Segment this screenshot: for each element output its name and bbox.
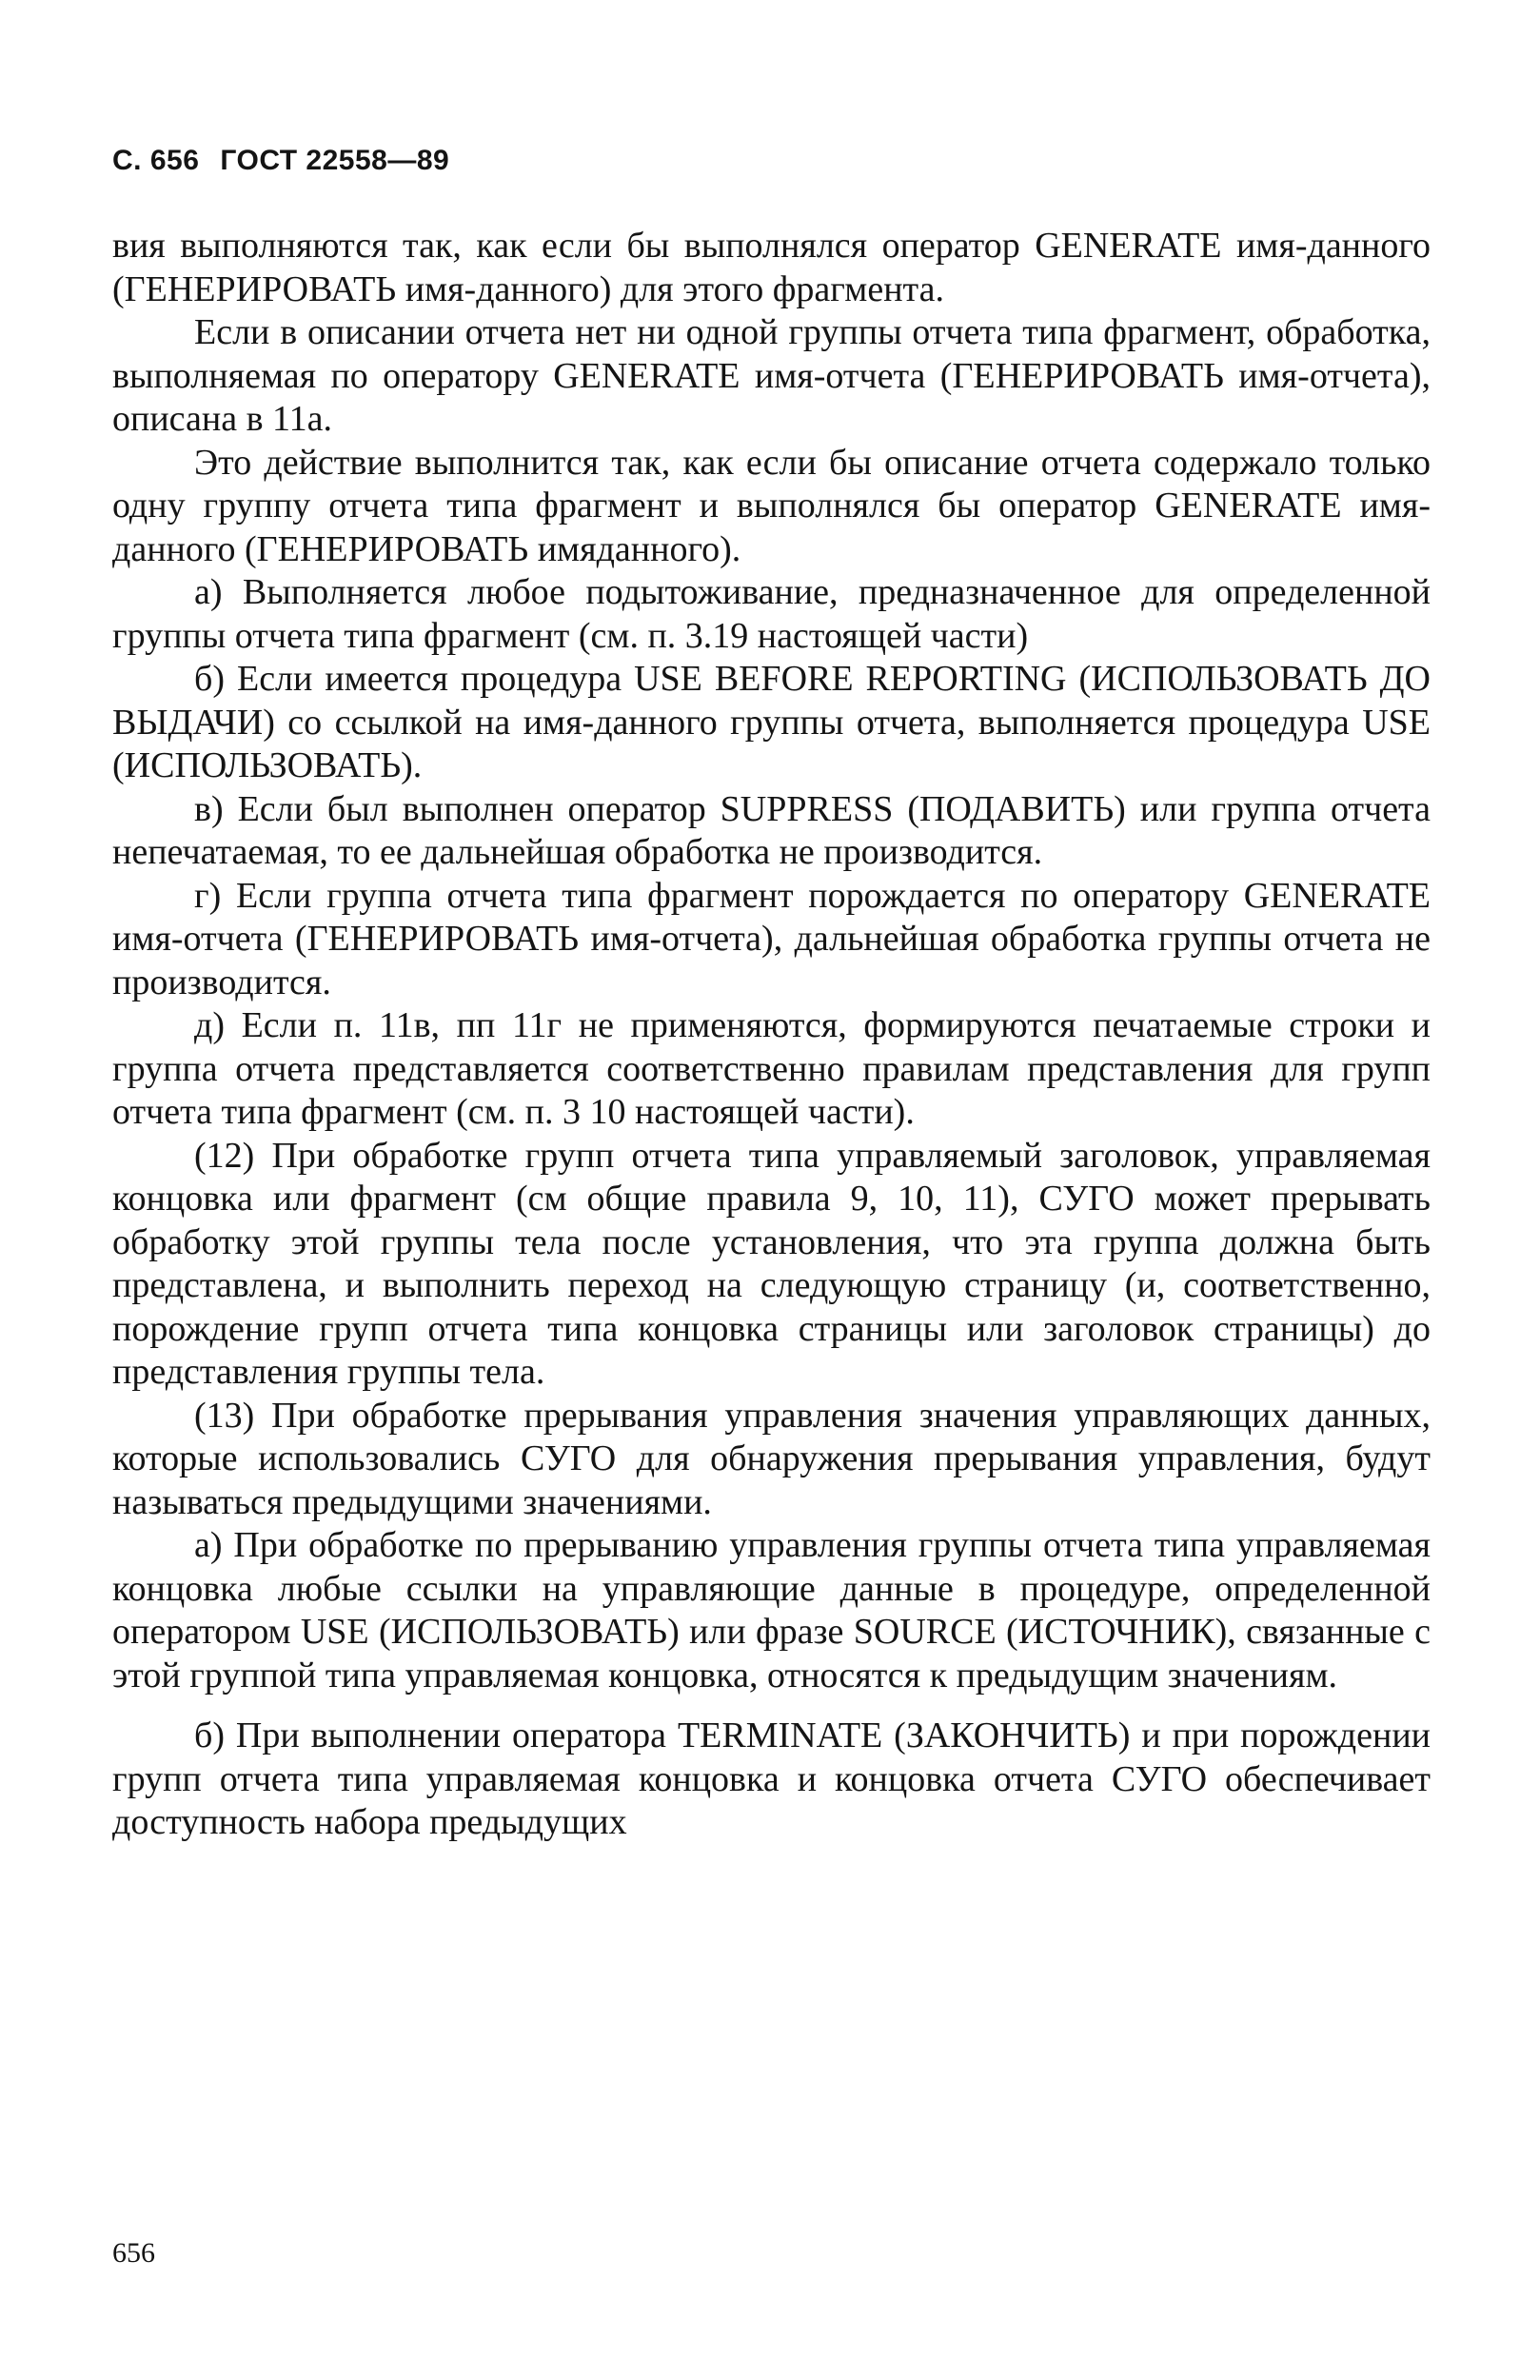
paragraph: Если в описании отчета нет ни одной группы отчета типа фрагмент, обработка, выполняемая по оператору GENERATE имя-отчета (ГЕНЕРИРОВАТЬ имя-отчета), описана в 11а. — [112, 312, 1431, 439]
list-item-b: б) Если имеется процедура USE BEFORE REPORTING (ИСПОЛЬЗОВАТЬ ДО ВЫДАЧИ) со ссылкой на имя-данного группы отчета, выполняется процедура USE (ИСПОЛЬЗОВАТЬ). — [112, 659, 1431, 785]
page-number: 656 — [112, 2237, 155, 2269]
rule-13-item-a: а) При обработке по прерыванию управления группы отчета типа управляемая концовка любые ссылки на управляющие данные в процедуре, определенной оператором USE (ИСПОЛЬЗОВАТЬ) или фразе SOURCE (ИСТОЧНИК), связанные с этой группой типа управляемая концовка, относятся к предыдущим значениям. — [112, 1525, 1431, 1696]
rule-13: (13) При обработке прерывания управления значения управляющих данных, которые использовались СУГО для обнаружения прерывания управления, будут называться предыдущими значениями. — [112, 1395, 1431, 1522]
standard-code: ГОСТ 22558—89 — [220, 145, 450, 176]
list-item-a: а) Выполняется любое подытоживание, предназначенное для определенной группы отчета типа фрагмент (см. п. 3.19 настоящей части) — [112, 572, 1431, 656]
paragraph: Это действие выполнится так, как если бы описание отчета содержало только одну группу отчета типа фрагмент и выполнялся бы оператор GENERATE имя-данного (ГЕНЕРИРОВАТЬ имяданного). — [112, 442, 1431, 569]
list-item-d: д) Если п. 11в, пп 11г не применяются, формируются печатаемые строки и группа отчета представляется соответственно правилам представления для групп отчета типа фрагмент (см. п. 3 10 настоящей части). — [112, 1005, 1431, 1132]
list-item-v: в) Если был выполнен оператор SUPPRESS (ПОДАВИТЬ) или группа отчета непечатаемая, то ее дальнейшая обработка не производится. — [112, 788, 1431, 872]
list-item-g: г) Если группа отчета типа фрагмент порождается по оператору GENERATE имя-отчета (ГЕНЕРИРОВАТЬ имя-отчета), дальнейшая обработка группы отчета не производится. — [112, 875, 1431, 1002]
page-header — [112, 145, 449, 177]
paragraph-continuation: вия выполняются так, как если бы выполнялся оператор GENERATE имя-данного (ГЕНЕРИРОВАТЬ имя-данного) для этого фрагмента. — [112, 226, 1431, 309]
body-text — [112, 225, 1431, 1845]
page-reference: С. 656 — [112, 145, 200, 176]
rule-12: (12) При обработке групп отчета типа управляемый заголовок, управляемая концовка или фрагмент (см общие правила 9, 10, 11), СУГО может прерывать обработку этой группы тела после установления, что эта группа должна быть представлена, и выполнить переход на следующую страницу (и, соответственно, порождение групп отчета типа концовка страницы или заголовок страницы) до представления группы тела. — [112, 1135, 1431, 1392]
rule-13-item-b: б) При выполнении оператора TERMINATE (ЗАКОНЧИТЬ) и при порождении групп отчета типа управляемая концовка и концовка отчета СУГО обеспечивает доступность набора предыдущих — [112, 1716, 1431, 1842]
